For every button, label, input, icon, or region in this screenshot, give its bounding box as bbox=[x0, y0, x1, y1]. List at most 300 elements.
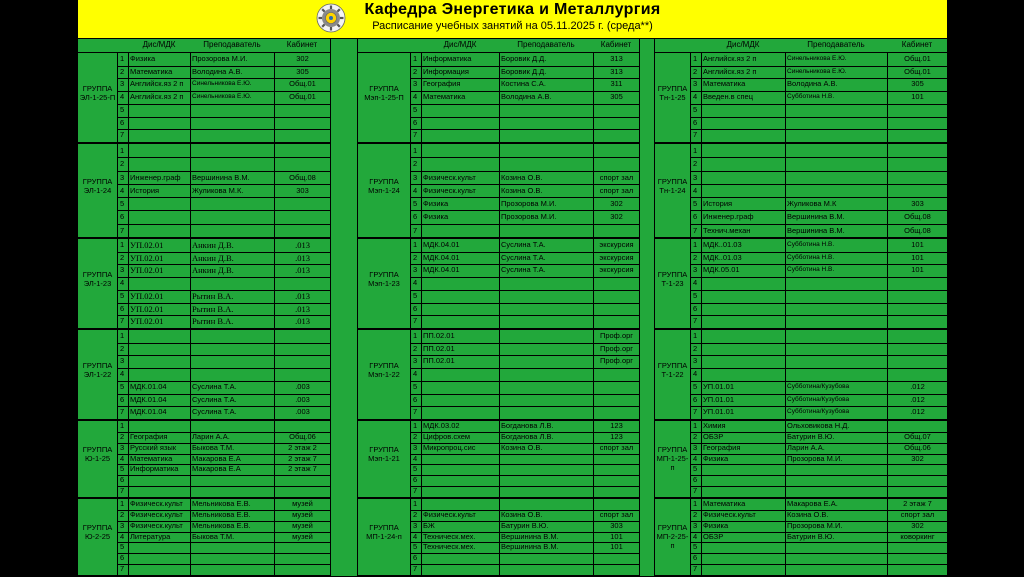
room-cell bbox=[889, 464, 946, 475]
room-cell: спорт зал bbox=[599, 172, 634, 182]
teacher-cell: Козина О.В. bbox=[501, 442, 543, 452]
subject-cell: Информация bbox=[423, 66, 469, 76]
teacher-cell bbox=[787, 277, 886, 290]
column-header: Преподаватель bbox=[517, 40, 575, 49]
teacher-cell: Суслина Т.А. bbox=[501, 252, 546, 262]
teacher-cell bbox=[501, 157, 592, 170]
teacher-cell bbox=[501, 104, 592, 117]
subject-cell bbox=[703, 464, 784, 475]
teacher-cell: Синельникова Е.Ю. bbox=[787, 55, 847, 62]
group-label: ГРУППА ЭЛ-1-24 bbox=[82, 176, 113, 195]
subject-cell: Физика bbox=[423, 212, 449, 222]
subject-cell bbox=[703, 343, 784, 356]
room-cell: 303 bbox=[610, 520, 623, 530]
row-number: 6 bbox=[120, 303, 125, 313]
teacher-cell bbox=[787, 368, 886, 381]
row-number: 7 bbox=[120, 564, 125, 574]
row-number: 2 bbox=[693, 159, 698, 169]
subject-cell: Техническ.мех. bbox=[423, 531, 476, 541]
teacher-cell bbox=[501, 129, 592, 142]
subject-cell: Английск.яз 2 п bbox=[703, 54, 757, 63]
teacher-cell bbox=[192, 343, 273, 356]
subject-cell bbox=[130, 475, 189, 486]
subject-cell bbox=[130, 486, 189, 497]
row-number: 4 bbox=[693, 92, 698, 102]
teacher-cell: Прозорова М.И. bbox=[501, 212, 557, 222]
subject-cell bbox=[130, 343, 189, 356]
subject-cell: Английск.яз 2 п bbox=[703, 66, 757, 76]
teacher-cell bbox=[192, 368, 273, 381]
row-number: 6 bbox=[693, 394, 698, 404]
row-number: 2 bbox=[120, 509, 125, 519]
row-number: 4 bbox=[413, 92, 418, 102]
subject-cell: МДК.05.01 bbox=[703, 265, 740, 275]
teacher-cell: Рытин В.А. bbox=[192, 290, 234, 301]
group-label: ГРУППА Мэп-1-21 bbox=[368, 445, 400, 463]
subject-cell: УП.02.01 bbox=[130, 240, 164, 250]
room-cell: 303 bbox=[296, 185, 309, 195]
row-number: 7 bbox=[120, 225, 125, 235]
teacher-cell: Синельникова Е.Ю. bbox=[192, 93, 252, 101]
subject-cell bbox=[130, 129, 189, 142]
subject-cell bbox=[130, 542, 189, 553]
room-cell bbox=[595, 381, 638, 394]
row-number: 4 bbox=[413, 531, 418, 541]
subject-cell bbox=[130, 224, 189, 237]
subject-cell: МДК.04.01 bbox=[423, 240, 460, 249]
row-number: 4 bbox=[413, 185, 418, 195]
subject-cell: МДК..01.03 bbox=[703, 240, 742, 249]
teacher-cell bbox=[501, 224, 592, 237]
teacher-cell: Прозорова М.И. bbox=[787, 453, 843, 463]
row-number: 3 bbox=[693, 356, 698, 366]
room-cell: .012 bbox=[910, 407, 925, 417]
teacher-cell bbox=[501, 406, 592, 419]
subject-cell bbox=[423, 129, 498, 142]
subject-cell bbox=[423, 157, 498, 170]
teacher-cell bbox=[192, 117, 273, 130]
teacher-cell: Жуликова М.К bbox=[787, 199, 837, 209]
group-label: ГРУППА ЭЛ-1-25-П bbox=[79, 83, 116, 102]
subject-cell bbox=[130, 330, 189, 343]
row-number: 7 bbox=[693, 316, 698, 326]
teacher-cell: Володина А.В. bbox=[501, 92, 552, 102]
room-cell: 101 bbox=[911, 265, 924, 275]
teacher-cell: Вершинина В.М. bbox=[192, 172, 250, 182]
teacher-cell: Вершинина В.М. bbox=[787, 225, 845, 235]
group-label: ГРУППА Ю-1-25 bbox=[82, 445, 113, 463]
room-cell bbox=[889, 184, 946, 197]
subject-cell bbox=[423, 499, 498, 510]
teacher-cell bbox=[787, 315, 886, 328]
room-cell bbox=[276, 144, 329, 157]
row-number: 4 bbox=[120, 92, 125, 102]
room-cell bbox=[276, 355, 329, 368]
row-number: 3 bbox=[413, 520, 418, 530]
subject-cell: МДК.01.04 bbox=[130, 394, 167, 404]
teacher-cell: Суслина Т.А. bbox=[501, 240, 546, 249]
group-label: ГРУППА Т-1-22 bbox=[657, 360, 688, 379]
subject-cell: Техническ.мех. bbox=[423, 542, 476, 552]
room-cell: Общ.06 bbox=[904, 442, 931, 452]
subject-cell: УП.02.01 bbox=[130, 290, 164, 301]
subject-cell: Математика bbox=[703, 79, 746, 89]
row-number: 2 bbox=[413, 66, 418, 76]
teacher-cell bbox=[192, 210, 273, 223]
room-cell bbox=[276, 277, 329, 290]
room-cell bbox=[889, 542, 946, 553]
teacher-cell bbox=[787, 104, 886, 117]
subject-cell bbox=[703, 330, 784, 343]
subject-cell: УП.02.01 bbox=[130, 252, 164, 263]
subject-cell: Математика bbox=[130, 453, 173, 463]
column-header: Кабинет bbox=[901, 40, 933, 49]
teacher-cell: Вершинина В.М. bbox=[501, 531, 559, 541]
row-number: 4 bbox=[693, 185, 698, 195]
subject-cell bbox=[423, 290, 498, 303]
room-cell: .012 bbox=[910, 381, 925, 391]
subject-cell bbox=[423, 303, 498, 316]
row-number: 4 bbox=[120, 369, 125, 379]
row-number: 3 bbox=[120, 172, 125, 182]
room-cell: Общ.07 bbox=[904, 431, 931, 441]
teacher-cell: Рытин В.А. bbox=[192, 316, 234, 327]
room-cell bbox=[276, 129, 329, 142]
row-number: 1 bbox=[693, 240, 698, 249]
room-cell: 305 bbox=[610, 92, 623, 102]
teacher-cell bbox=[192, 224, 273, 237]
room-cell bbox=[889, 157, 946, 170]
teacher-cell: Козина О.В. bbox=[787, 509, 829, 519]
subject-cell: Физическ.культ bbox=[130, 499, 183, 508]
subject-cell: УП.02.01 bbox=[130, 265, 164, 276]
row-number: 2 bbox=[413, 343, 418, 353]
room-cell: Проф.орг bbox=[599, 343, 634, 353]
subject-cell: Русский язык bbox=[130, 442, 177, 452]
room-cell: коворкинг bbox=[900, 531, 935, 541]
teacher-cell: Богданова Л.В. bbox=[501, 431, 554, 441]
row-number: 4 bbox=[413, 278, 418, 288]
row-number: 6 bbox=[120, 553, 125, 563]
row-number: 1 bbox=[413, 499, 418, 508]
page-subtitle: Расписание учебных занятий на 05.11.2025 г. (среда**) bbox=[372, 20, 653, 32]
room-cell: спорт зал bbox=[900, 509, 935, 519]
row-number: 3 bbox=[413, 356, 418, 366]
row-number: 6 bbox=[693, 475, 698, 485]
room-cell bbox=[889, 129, 946, 142]
subject-cell bbox=[130, 104, 189, 117]
subject-cell: МДК.01.04 bbox=[130, 381, 167, 391]
teacher-cell bbox=[192, 330, 273, 343]
teacher-cell bbox=[501, 330, 592, 343]
room-cell bbox=[595, 553, 638, 564]
subject-cell: УП.01.01 bbox=[703, 407, 735, 417]
room-cell bbox=[889, 117, 946, 130]
room-cell bbox=[276, 421, 329, 432]
teacher-cell: Субботина/Кузубова bbox=[787, 382, 850, 390]
row-number: 3 bbox=[120, 265, 125, 275]
room-cell: 2 этаж 7 bbox=[288, 453, 317, 463]
subject-cell: Математика bbox=[703, 499, 746, 508]
room-cell bbox=[276, 486, 329, 497]
subject-cell: ПП.02.01 bbox=[423, 343, 455, 353]
row-number: 6 bbox=[120, 117, 125, 127]
room-cell: музей bbox=[292, 509, 313, 519]
row-number: 1 bbox=[413, 421, 418, 430]
subject-cell: Информатика bbox=[423, 54, 472, 63]
room-cell: спорт зал bbox=[599, 442, 634, 452]
teacher-cell bbox=[501, 368, 592, 381]
row-number: 1 bbox=[693, 54, 698, 63]
subject-cell: Введен.в спец bbox=[703, 92, 754, 102]
room-cell bbox=[595, 144, 638, 157]
group-label: ГРУППА Ю-2-25 bbox=[82, 523, 113, 541]
row-number: 6 bbox=[413, 553, 418, 563]
room-cell bbox=[276, 553, 329, 564]
teacher-cell: Суслина Т.А. bbox=[192, 394, 237, 404]
subject-cell: Физическ.культ bbox=[703, 509, 756, 519]
row-number: 6 bbox=[413, 117, 418, 127]
row-number: 2 bbox=[120, 343, 125, 353]
teacher-cell bbox=[192, 144, 273, 157]
row-number: 3 bbox=[693, 520, 698, 530]
room-cell bbox=[595, 224, 638, 237]
teacher-cell: Володина А.В. bbox=[192, 66, 243, 76]
teacher-cell: Ольховикова Н.Д. bbox=[787, 421, 850, 430]
group-label: ГРУППА МП-1-24-п bbox=[366, 523, 402, 541]
subject-cell bbox=[130, 144, 189, 157]
room-cell: музей bbox=[292, 499, 313, 508]
teacher-cell: Макарова Е.А. bbox=[787, 499, 838, 508]
room-cell: 101 bbox=[610, 531, 623, 541]
column-separator bbox=[639, 38, 655, 576]
subject-cell: УП.02.01 bbox=[130, 303, 164, 314]
room-cell: 123 bbox=[610, 431, 623, 441]
teacher-cell bbox=[501, 117, 592, 130]
room-cell: Общ.08 bbox=[904, 225, 931, 235]
subject-cell: География bbox=[703, 442, 741, 452]
room-cell: экскурсия bbox=[599, 240, 634, 249]
teacher-cell: Синельникова Е.Ю. bbox=[787, 67, 847, 75]
row-number: 3 bbox=[693, 172, 698, 182]
room-cell: Общ.08 bbox=[289, 172, 316, 182]
room-cell bbox=[276, 330, 329, 343]
teacher-cell: Козина О.В. bbox=[501, 509, 543, 519]
subject-cell bbox=[423, 104, 498, 117]
room-cell: Общ.01 bbox=[904, 54, 931, 63]
subject-cell: БЖ bbox=[423, 520, 435, 530]
schedule-grid bbox=[78, 38, 947, 576]
subject-cell: ОБЗР bbox=[703, 431, 724, 441]
subject-cell bbox=[703, 486, 784, 497]
teacher-cell bbox=[787, 157, 886, 170]
teacher-cell bbox=[501, 355, 592, 368]
room-cell bbox=[889, 104, 946, 117]
room-cell bbox=[889, 355, 946, 368]
subject-cell: МДК.04.01 bbox=[423, 265, 460, 275]
teacher-cell: Анкин Д.В. bbox=[192, 240, 234, 250]
subject-cell: География bbox=[130, 431, 168, 441]
room-cell: 302 bbox=[296, 54, 309, 63]
room-cell bbox=[595, 104, 638, 117]
row-number: 5 bbox=[120, 381, 125, 391]
column-header: Дис/МДК bbox=[443, 40, 477, 49]
row-number: 2 bbox=[120, 252, 125, 262]
teacher-cell bbox=[787, 144, 886, 157]
room-cell bbox=[889, 315, 946, 328]
subject-cell bbox=[703, 171, 784, 184]
row-number: 5 bbox=[120, 104, 125, 114]
room-cell bbox=[889, 343, 946, 356]
column-header: Кабинет bbox=[600, 40, 632, 49]
row-number: 5 bbox=[693, 199, 698, 209]
teacher-cell bbox=[787, 184, 886, 197]
room-cell: Общ.01 bbox=[289, 92, 316, 102]
subject-cell bbox=[703, 475, 784, 486]
teacher-cell: Суслина Т.А. bbox=[192, 407, 237, 417]
group-label: ГРУППА Тн-1-24 bbox=[657, 176, 688, 195]
room-cell: Общ.01 bbox=[289, 79, 316, 89]
subject-cell: Цифров.схем bbox=[423, 431, 471, 441]
subject-cell bbox=[703, 368, 784, 381]
teacher-cell bbox=[787, 486, 886, 497]
teacher-cell: Суслина Т.А. bbox=[192, 381, 237, 391]
column-header: Преподаватель bbox=[807, 40, 865, 49]
teacher-cell: Батурин В.Ю. bbox=[787, 431, 835, 441]
room-cell bbox=[276, 224, 329, 237]
row-number: 3 bbox=[413, 265, 418, 275]
subject-cell: Математика bbox=[130, 66, 173, 76]
teacher-cell bbox=[192, 475, 273, 486]
row-number: 3 bbox=[120, 442, 125, 452]
subject-cell: Физика bbox=[703, 520, 729, 530]
room-cell bbox=[889, 144, 946, 157]
room-cell: музей bbox=[292, 520, 313, 530]
teacher-cell bbox=[501, 144, 592, 157]
teacher-cell bbox=[501, 315, 592, 328]
teacher-cell bbox=[192, 104, 273, 117]
subject-cell bbox=[130, 553, 189, 564]
subject-cell bbox=[423, 368, 498, 381]
teacher-cell bbox=[787, 564, 886, 575]
room-cell: 311 bbox=[610, 79, 623, 89]
subject-cell: Физика bbox=[130, 54, 156, 63]
room-cell bbox=[595, 290, 638, 303]
room-cell bbox=[276, 542, 329, 553]
row-number: 1 bbox=[693, 499, 698, 508]
row-number: 5 bbox=[120, 199, 125, 209]
row-number: 1 bbox=[413, 240, 418, 249]
subject-cell: Литература bbox=[130, 531, 171, 541]
page-title: Кафедра Энергетика и Металлургия bbox=[364, 1, 661, 18]
room-cell: 123 bbox=[610, 421, 623, 430]
row-number: 5 bbox=[120, 542, 125, 552]
subject-cell bbox=[703, 564, 784, 575]
teacher-cell: Мельникова Е.В. bbox=[192, 499, 251, 508]
room-cell: экскурсия bbox=[599, 265, 634, 275]
subject-cell: Физическ.культ bbox=[130, 509, 183, 519]
room-cell: .012 bbox=[910, 394, 925, 404]
subject-cell: МДК.04.01 bbox=[423, 252, 460, 262]
row-number: 2 bbox=[693, 343, 698, 353]
subject-cell: Физическ.культ bbox=[423, 509, 476, 519]
row-number: 6 bbox=[693, 212, 698, 222]
teacher-cell bbox=[192, 157, 273, 170]
subject-cell: ОБЗР bbox=[703, 531, 724, 541]
subject-cell bbox=[423, 564, 498, 575]
subject-cell: Информатика bbox=[130, 464, 179, 474]
room-cell: 302 bbox=[911, 520, 924, 530]
subject-cell bbox=[703, 355, 784, 368]
room-cell bbox=[889, 421, 946, 432]
row-number: 7 bbox=[693, 486, 698, 496]
room-cell: 313 bbox=[610, 66, 623, 76]
row-number: 7 bbox=[413, 316, 418, 326]
row-number: 2 bbox=[693, 509, 698, 519]
teacher-cell: Мельникова Е.В. bbox=[192, 520, 251, 530]
subject-cell: История bbox=[130, 185, 160, 195]
room-cell: 303 bbox=[911, 199, 924, 209]
room-cell bbox=[889, 330, 946, 343]
room-cell: .003 bbox=[295, 394, 310, 404]
subject-cell: УП.01.01 bbox=[703, 381, 735, 391]
subject-cell bbox=[423, 553, 498, 564]
room-cell bbox=[595, 499, 638, 510]
row-number: 3 bbox=[120, 356, 125, 366]
row-number: 6 bbox=[693, 553, 698, 563]
teacher-cell: Синельникова Е.Ю. bbox=[192, 80, 252, 88]
room-cell: 101 bbox=[911, 240, 924, 249]
room-cell bbox=[595, 454, 638, 465]
room-cell: 2 этаж 7 bbox=[903, 499, 932, 508]
subject-cell: УП.02.01 bbox=[130, 316, 164, 327]
subject-cell bbox=[703, 542, 784, 553]
row-number: 3 bbox=[120, 79, 125, 89]
teacher-cell: Суслина Т.А. bbox=[501, 265, 546, 275]
room-cell: 313 bbox=[610, 54, 623, 63]
room-cell bbox=[595, 394, 638, 407]
room-cell: 2 этаж 2 bbox=[288, 442, 317, 452]
teacher-cell bbox=[787, 475, 886, 486]
teacher-cell: Макарова Е.А bbox=[192, 464, 241, 474]
row-number: 4 bbox=[693, 453, 698, 463]
room-cell bbox=[595, 157, 638, 170]
subject-cell bbox=[703, 303, 784, 316]
room-cell bbox=[276, 117, 329, 130]
group-label: ГРУППА ЭЛ-1-23 bbox=[82, 269, 113, 288]
row-number: 5 bbox=[693, 464, 698, 474]
row-number: 7 bbox=[120, 316, 125, 326]
group-label: ГРУППА ЭЛ-1-22 bbox=[82, 360, 113, 379]
teacher-cell: Прозорова М.И. bbox=[787, 520, 843, 530]
row-number: 5 bbox=[413, 464, 418, 474]
teacher-cell: Анкин Д.В. bbox=[192, 252, 234, 263]
subject-cell: Микропроц.сис bbox=[423, 442, 476, 452]
room-cell bbox=[595, 564, 638, 575]
room-cell: .003 bbox=[295, 381, 310, 391]
row-number: 7 bbox=[120, 407, 125, 417]
row-number: 1 bbox=[413, 146, 418, 155]
row-number: 1 bbox=[120, 499, 125, 508]
group-label: ГРУППА Мэп-1-22 bbox=[368, 360, 400, 379]
row-number: 2 bbox=[120, 66, 125, 76]
subject-cell: Инженер.граф bbox=[703, 212, 754, 222]
row-number: 1 bbox=[693, 331, 698, 340]
row-number: 2 bbox=[413, 159, 418, 169]
subject-cell: Физическ.культ bbox=[423, 185, 476, 195]
teacher-cell: Жуликова М.К. bbox=[192, 185, 244, 195]
column-separator bbox=[330, 38, 358, 576]
